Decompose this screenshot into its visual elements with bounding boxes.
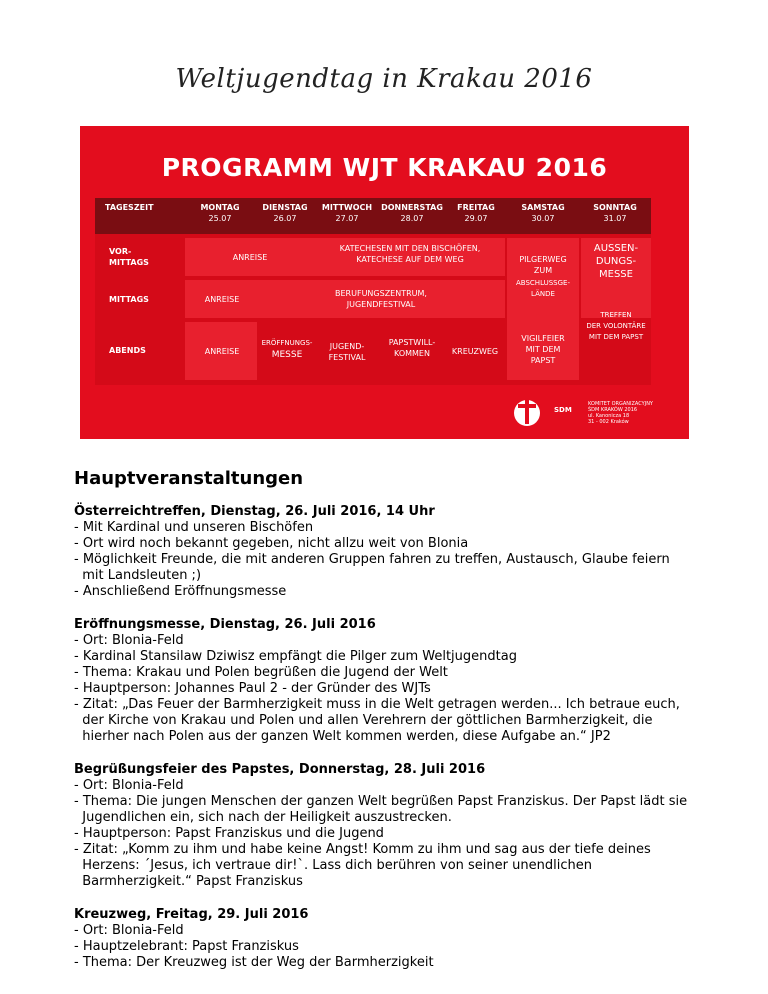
list-item: - Thema: Der Kreuzweg ist der Weg der Barmherzigkeit <box>74 955 434 970</box>
list-item: - Möglichkeit Freunde, die mit anderen Gruppen fahren zu treffen, Austausch, Glaube feiern mit Landsleuten ;) <box>74 552 670 583</box>
header-tageszeit: TAGESZEIT <box>105 203 154 212</box>
section-kreuzweg <box>74 906 694 971</box>
header-mittwoch: MITTWOCH 27.07 <box>321 203 373 223</box>
list-item: - Ort: Blonia-Feld <box>74 633 184 648</box>
list-item: - Ort: Blonia-Feld <box>74 778 184 793</box>
list-item: - Zitat: „Komm zu ihm und habe keine Angst! Komm zu ihm und sag aus der tiefe deines Herzens: ´Jesus, ich vertraue dir!`. Lass dich berühren von seiner unendlichen Barmherzigkeit.“ Papst Franziskus <box>74 842 651 889</box>
cell-anreise-mittags: ANREISE <box>204 295 240 304</box>
logo-text: SDM <box>554 406 572 414</box>
cell-pilgerweg: PILGERWEG ZUM <box>519 255 567 275</box>
cell-eroeffnung-bottom: MESSE <box>271 350 303 360</box>
section-heading: Hauptveranstaltungen <box>74 468 304 489</box>
cell-abschlussgelaende: ABSCHLUSSGE- LÄNDE <box>516 279 570 298</box>
cell-jugendfestival: JUGEND- FESTIVAL <box>328 342 366 362</box>
document-title: Weltjugendtag in Krakau 2016 <box>175 64 593 94</box>
list-item: - Hauptperson: Papst Franziskus und die Jugend <box>74 826 384 841</box>
cell-berufungszentrum: BERUFUNGSZENTRUM, JUGENDFESTIVAL <box>335 289 427 309</box>
cell-katechesen: KATECHESEN MIT DEN BISCHÖFEN, KATECHESE AUF DEM WEG <box>339 244 481 264</box>
header-freitag: FREITAG 29.07 <box>457 203 495 223</box>
section-oesterreichtreffen <box>74 503 694 600</box>
list-item: - Thema: Die jungen Menschen der ganzen Welt begrüßen Papst Franziskus. Der Papst lädt sie Jugendlichen ein, sich nach der Heiligkeit auszustrecken. <box>74 794 688 825</box>
program-banner <box>80 126 689 439</box>
cell-kreuzweg: KREUZWEG <box>451 347 499 356</box>
header-sonntag: SONNTAG 31.07 <box>593 203 637 223</box>
header-dienstag: DIENSTAG 26.07 <box>262 203 308 223</box>
list-item: - Thema: Krakau und Polen begrüßen die Jugend der Welt <box>74 665 448 680</box>
list-item: - Hauptzelebrant: Papst Franziskus <box>74 939 299 954</box>
cell-anreise-abends: ANREISE <box>204 347 240 356</box>
cell-eroeffnung-top: ERÖFFNUNGS- <box>261 339 313 347</box>
wjt-logo-icon <box>512 394 542 428</box>
list-item: - Anschließend Eröffnungsmesse <box>74 584 287 599</box>
list-item: - Zitat: „Das Feuer der Barmherzigkeit muss in die Welt getragen werden... Ich betraue euch, der Kirche von Krakau und Polen und allen Verehrern der göttlichen Barmherzigkeit, die hierher nach Polen aus der ganzen Welt kommen werden, diese Aufgabe an.“ JP2 <box>74 697 680 744</box>
section-title: Eröffnungsmesse, Dienstag, 26. Juli 2016 <box>74 617 376 632</box>
cell-vigilfeier: VIGILFEIER MIT DEM PAPST <box>521 334 565 365</box>
cell-treffen-volontaere: TREFFEN DER VOLONTÄRE MIT DEM PAPST <box>586 311 646 341</box>
row-abends: ABENDS <box>109 346 146 355</box>
section-eroeffnungsmesse <box>74 616 694 745</box>
row-mittags: MITTAGS <box>109 295 149 304</box>
cell-aussendungsmesse: AUSSEN- DUNGS- MESSE <box>593 243 639 280</box>
list-item: - Ort wird noch bekannt gegeben, nicht allzu weit von Blonia <box>74 536 469 551</box>
program-grid <box>95 198 651 386</box>
section-title: Kreuzweg, Freitag, 29. Juli 2016 <box>74 907 309 922</box>
list-item: - Mit Kardinal und unseren Bischöfen <box>74 520 314 535</box>
committee-address: KOMITET ORGANIZACYJNY ŚDM KRAKÓW 2016 ul. Kanonicza 18 31 - 002 Kraków <box>588 401 653 425</box>
header-donnerstag: DONNERSTAG 28.07 <box>381 203 443 223</box>
header-samstag: SAMSTAG 30.07 <box>521 203 565 223</box>
list-item: - Ort: Blonia-Feld <box>74 923 184 938</box>
grid-header <box>95 198 651 234</box>
main-content <box>74 468 694 987</box>
list-item: - Hauptperson: Johannes Paul 2 - der Gründer des WJTs <box>74 681 431 696</box>
section-title: Österreichtreffen, Dienstag, 26. Juli 2016, 14 Uhr <box>74 504 435 519</box>
header-montag: MONTAG 25.07 <box>200 203 240 223</box>
cell-papstwillkommen: PAPSTWILL- KOMMEN <box>388 338 436 358</box>
section-title: Begrüßungsfeier des Papstes, Donnerstag, 28. Juli 2016 <box>74 762 486 777</box>
list-item: - Kardinal Stansilaw Dziwisz empfängt die Pilger zum Weltjugendtag <box>74 649 517 664</box>
row-vormittags: VOR- MITTAGS <box>109 247 149 267</box>
section-begruessungsfeier <box>74 761 694 890</box>
banner-title: PROGRAMM WJT KRAKAU 2016 <box>161 153 608 182</box>
cell-anreise-vormittags: ANREISE <box>232 253 268 262</box>
